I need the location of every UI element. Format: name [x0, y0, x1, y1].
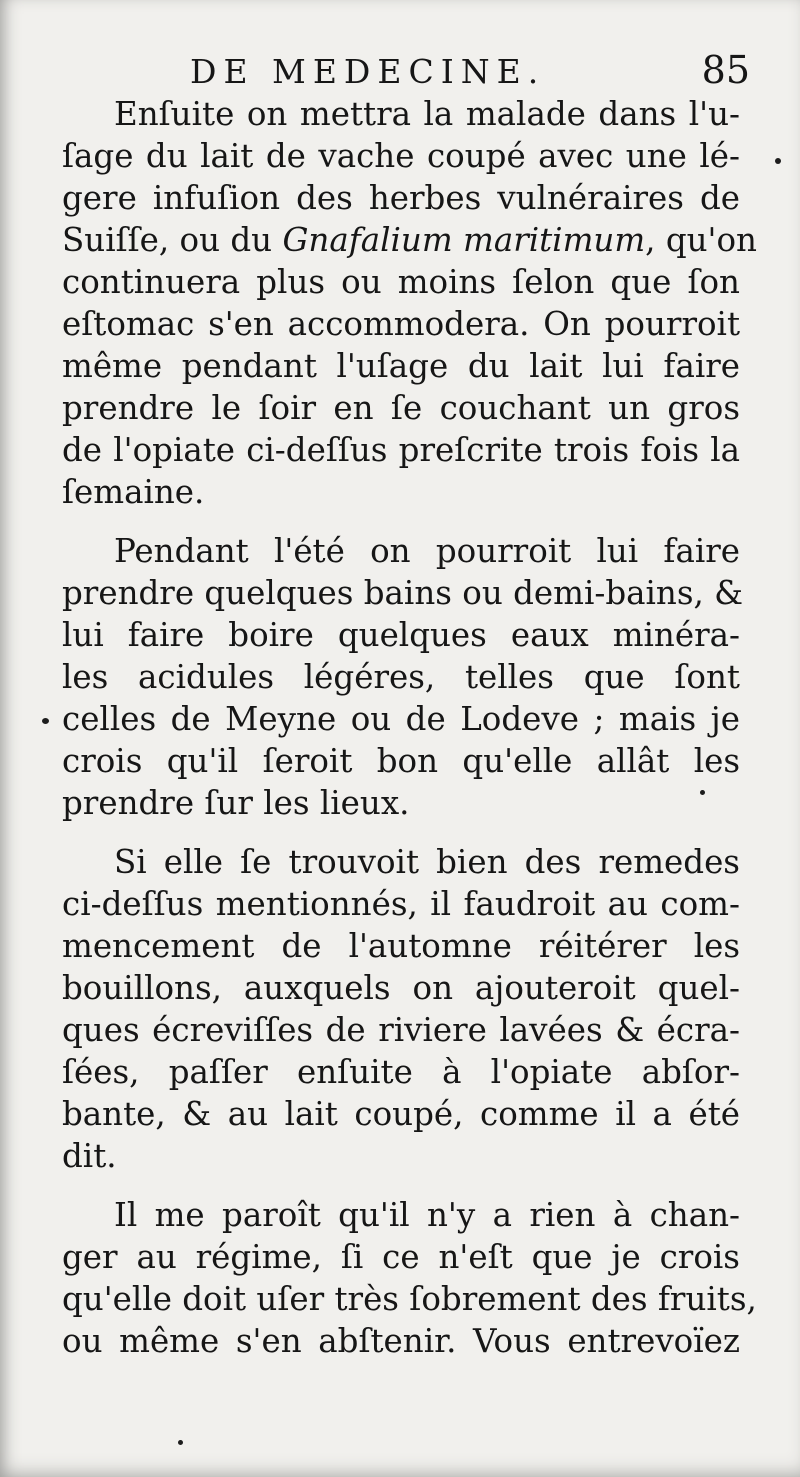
- paragraph-4: [62, 1194, 757, 1362]
- text-line: lui faire boire quelques eaux minéra-: [62, 616, 740, 654]
- body-text: [62, 93, 757, 1362]
- text-line: mencement de l'automne réitérer les: [62, 927, 740, 965]
- text-line: crois qu'il ſeroit bon qu'elle allât les: [62, 742, 740, 780]
- text-line: de l'opiate ci-deſſus preſcrite trois fois la: [62, 431, 740, 469]
- text-line: Suiſſe, ou du Gnafalium maritimum, qu'on: [62, 221, 757, 259]
- header-title: DE MEDECINE.: [190, 52, 546, 91]
- ink-speck: [178, 1440, 183, 1445]
- paragraph-2: [62, 530, 744, 824]
- text-line: ques écreviſſes de riviere lavées & écra-: [62, 1011, 740, 1049]
- text-line: Enſuite on mettra la malade dans l'u-: [114, 95, 740, 133]
- text-line: prendre quelques bains ou demi-bains, &: [62, 574, 744, 612]
- text-line: Il me paroît qu'il n'y a rien à chan-: [114, 1196, 740, 1234]
- text-line: gere infuſion des herbes vulnéraires de: [62, 179, 740, 217]
- text-line: prendre le ſoir en ſe couchant un gros: [62, 389, 740, 427]
- text-line: Si elle ſe trouvoit bien des remedes: [114, 843, 740, 881]
- paragraph-gap: [62, 824, 740, 841]
- text-line: ſage du lait de vache coupé avec une lé-: [62, 137, 740, 175]
- text-line: eſtomac s'en accommodera. On pourroit: [62, 305, 740, 343]
- text-line: prendre ſur les lieux.: [62, 784, 410, 822]
- text-line: ger au régime, ſi ce n'eſt que je crois: [62, 1238, 740, 1276]
- text-line: bouillons, auxquels on ajouteroit quel-: [62, 969, 740, 1007]
- text-line: les acidules légéres, telles que ſont: [62, 658, 740, 696]
- ink-speck: [700, 790, 705, 795]
- ink-speck: [775, 158, 781, 164]
- text-line: celles de Meyne ou de Lodeve ; mais je: [62, 700, 740, 738]
- paragraph-gap: [62, 513, 740, 530]
- page-number: 85: [701, 48, 750, 92]
- text-line: ſées, paſſer enſuite à l'opiate abſor-: [62, 1053, 740, 1091]
- latin-plant-name: Gnafalium maritimum: [282, 221, 646, 259]
- text-line: ſemaine.: [62, 473, 205, 511]
- text-line: dit.: [62, 1137, 117, 1175]
- text-line: Pendant l'été on pourroit lui faire: [114, 532, 740, 570]
- paragraph-3: [62, 841, 740, 1177]
- paragraph-1: [62, 93, 757, 513]
- running-header: [190, 48, 750, 92]
- text-line: ou même s'en abſtenir. Vous entrevoïez: [62, 1322, 740, 1360]
- ink-speck: [42, 718, 49, 724]
- text-line: même pendant l'uſage du lait lui faire: [62, 347, 740, 385]
- text-line: qu'elle doit uſer très ſobrement des fruits,: [62, 1280, 757, 1318]
- text-line: bante, & au lait coupé, comme il a été: [62, 1095, 740, 1133]
- text-line: continuera plus ou moins ſelon que ſon: [62, 263, 740, 301]
- text-line: ci-deſſus mentionnés, il faudroit au com-: [62, 885, 740, 923]
- paragraph-gap: [62, 1177, 740, 1194]
